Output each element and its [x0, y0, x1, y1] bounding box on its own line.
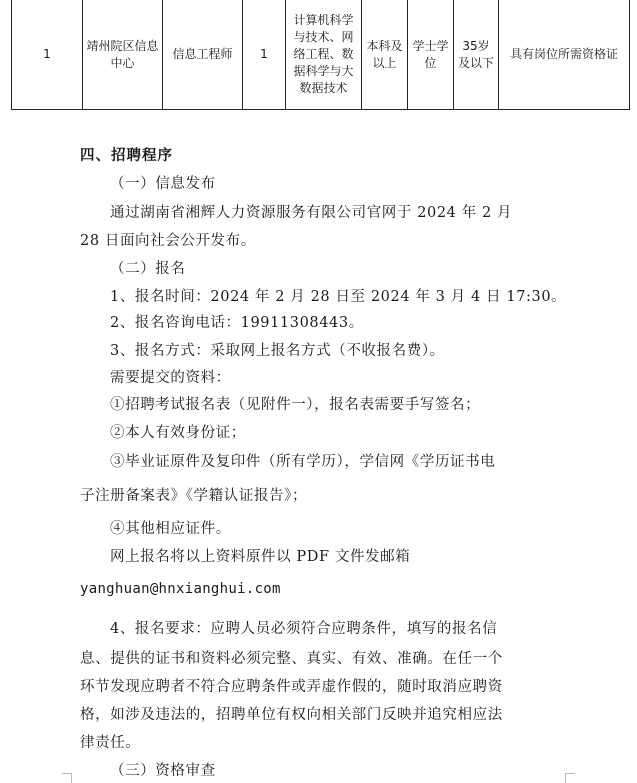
material-item-1: ①招聘考试报名表（见附件一），报名表需要手写签名； [110, 397, 481, 413]
email-address: yanghuan@hnxianghui.com [80, 581, 281, 597]
cell-count: 1 [243, 0, 286, 110]
requirement-line1: 4、报名要求：应聘人员必须符合应聘条件，填写的报名信 [110, 621, 498, 637]
material-item-3-line1: ③毕业证原件及复印件（所有学历），学信网《学历证书电 [110, 454, 496, 470]
registration-phone: 2、报名咨询电话：19911308443。 [110, 315, 364, 331]
submit-instruction: 网上报名将以上资料原件以 PDF 文件发邮箱 [110, 549, 411, 565]
subheading-registration: （二）报名 [110, 261, 186, 277]
table-row [12, 0, 630, 110]
cell-education: 本科及以上 [362, 0, 408, 110]
cell-position: 信息工程师 [163, 0, 243, 110]
cell-degree: 学士学位 [408, 0, 454, 110]
material-item-4: ④其他相应证件。 [110, 521, 231, 537]
release-text-line1: 通过湖南省湘辉人力资源服务有限公司官网于 2024 年 2 月 [110, 205, 513, 221]
position-table [11, 0, 630, 110]
subheading-qualification-review: （三）资格审查 [110, 763, 216, 779]
cell-age: 35岁及以下 [454, 0, 499, 110]
registration-time: 1、报名时间：2024 年 2 月 28 日至 2024 年 3 月 4 日 17:30。 [110, 289, 567, 305]
subheading-info-release: （一）信息发布 [110, 176, 216, 192]
page-corner-mark-right [565, 773, 575, 783]
requirement-line3: 环节发现应聘者不符合应聘条件或弄虚作假的，随时取消应聘资 [80, 679, 503, 695]
page-corner-mark-left [62, 773, 72, 783]
requirement-line2: 息、提供的证书和资料必须完整、真实、有效、准确。在任一个 [80, 651, 503, 667]
registration-method: 3、报名方式：采取网上报名方式（不收报名费）。 [110, 343, 445, 359]
cell-department: 靖州院区信息中心 [83, 0, 163, 110]
material-item-3-line2: 子注册备案表》《学籍认证报告》； [80, 488, 308, 504]
cell-qualification: 具有岗位所需资格证 [499, 0, 630, 110]
cell-major: 计算机科学与技术、网络工程、数据科学与大数据技术 [286, 0, 362, 110]
requirement-line5: 律责任。 [80, 735, 141, 751]
requirement-line4: 格，如涉及违法的，招聘单位有权向相关部门反映并追究相应法 [80, 707, 503, 723]
materials-intro: 需要提交的资料： [110, 370, 231, 386]
release-text-line2: 28 日面向社会公开发布。 [80, 233, 256, 249]
section-heading: 四、招聘程序 [80, 147, 173, 164]
cell-index: 1 [12, 0, 83, 110]
material-item-2: ②本人有效身份证； [110, 425, 246, 441]
